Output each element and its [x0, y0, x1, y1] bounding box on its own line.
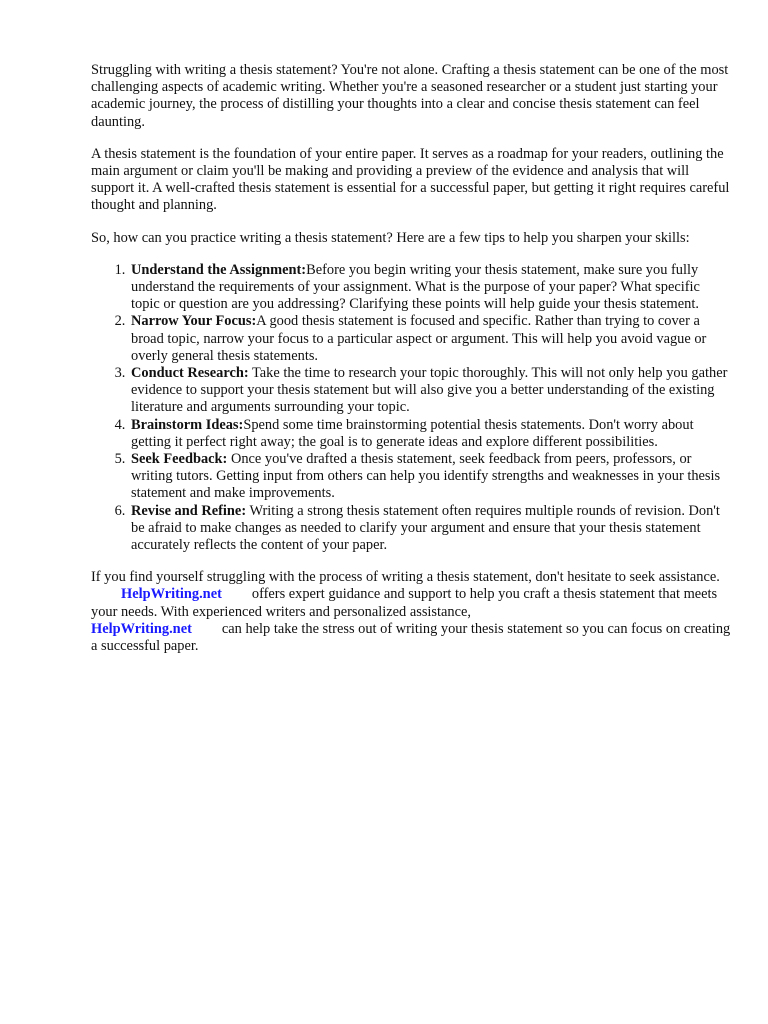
closing-text-1: If you find yourself struggling with the process of writing a thesis statement, don't hesitate to seek assistance. [91, 569, 720, 586]
closing-paragraph [91, 569, 731, 655]
helpwriting-link-1[interactable]: HelpWriting.net [121, 586, 222, 603]
tip-term: Conduct Research: [131, 365, 249, 382]
helpwriting-link-2[interactable]: HelpWriting.net [91, 620, 192, 637]
tip-term: Narrow Your Focus: [131, 313, 257, 330]
list-item [129, 417, 731, 451]
tip-text: Spend some time brainstorming potential thesis statements. Don't worry about getting it perfect right away; the goal is to generate ideas and explore different possibilities. [131, 416, 694, 450]
list-item [129, 262, 731, 314]
foundation-paragraph: A thesis statement is the foundation of your entire paper. It serves as a roadmap for your readers, outlining the main argument or claim you'll be making and providing a preview of the evidence and analysis that will support it. A well-crafted thesis statement is essential for a successful paper, but getting it right requires careful thought and planning. [91, 145, 730, 214]
tips-intro-paragraph: So, how can you practice writing a thesis statement? Here are a few tips to help you sharpen your skills: [91, 229, 690, 246]
closing-text-3: can help take the stress out of writing your thesis statement so you can focus on creating a successful paper. [91, 620, 731, 655]
tip-term: Revise and Refine: [131, 502, 247, 519]
tip-text: Before you begin writing your thesis statement, make sure you fully understand the requirements of your assignment. What is the purpose of your paper? What specific topic or question are you addressing? Clarifying these points will help guide your thesis statement. [131, 261, 700, 313]
list-item [129, 313, 731, 365]
closing-text-2: offers expert guidance and support to help you craft a thesis statement that meets your needs. With experienced writers and personalized assistance, [91, 586, 718, 620]
tip-term: Seek Feedback: [131, 451, 228, 468]
list-item [129, 503, 731, 555]
tip-text: Once you've drafted a thesis statement, seek feedback from peers, professors, or writing tutors. Getting input from others can help you identify strengths and weaknesses in your thesis statement and make improvements. [131, 451, 721, 502]
tip-text: Writing a strong thesis statement often requires multiple rounds of revision. Don't be afraid to make changes as needed to clarify your argument and ensure that your thesis statement accurately reflects the content of your paper. [131, 502, 720, 554]
list-item [129, 365, 731, 417]
list-item [129, 451, 731, 503]
tip-text: A good thesis statement is focused and specific. Rather than trying to cover a broad topic, narrow your focus to a particular aspect or argument. This will help you avoid vague or overly general thesis statements. [131, 313, 707, 364]
tip-term: Understand the Assignment: [131, 261, 307, 278]
tip-text: Take the time to research your topic thoroughly. This will not only help you gather evidence to support your thesis statement but will also give you a better understanding of the existing literature and arguments surrounding your topic. [131, 365, 728, 416]
document-body [91, 62, 731, 670]
tips-list [91, 262, 731, 554]
tip-term: Brainstorm Ideas: [131, 416, 244, 433]
intro-paragraph: Struggling with writing a thesis statement? You're not alone. Crafting a thesis statement can be one of the most challenging aspects of academic writing. Whether you're a seasoned researcher or a student just starting your academic journey, the process of distilling your thoughts into a clear and concise thesis statement can feel daunting. [91, 62, 729, 130]
